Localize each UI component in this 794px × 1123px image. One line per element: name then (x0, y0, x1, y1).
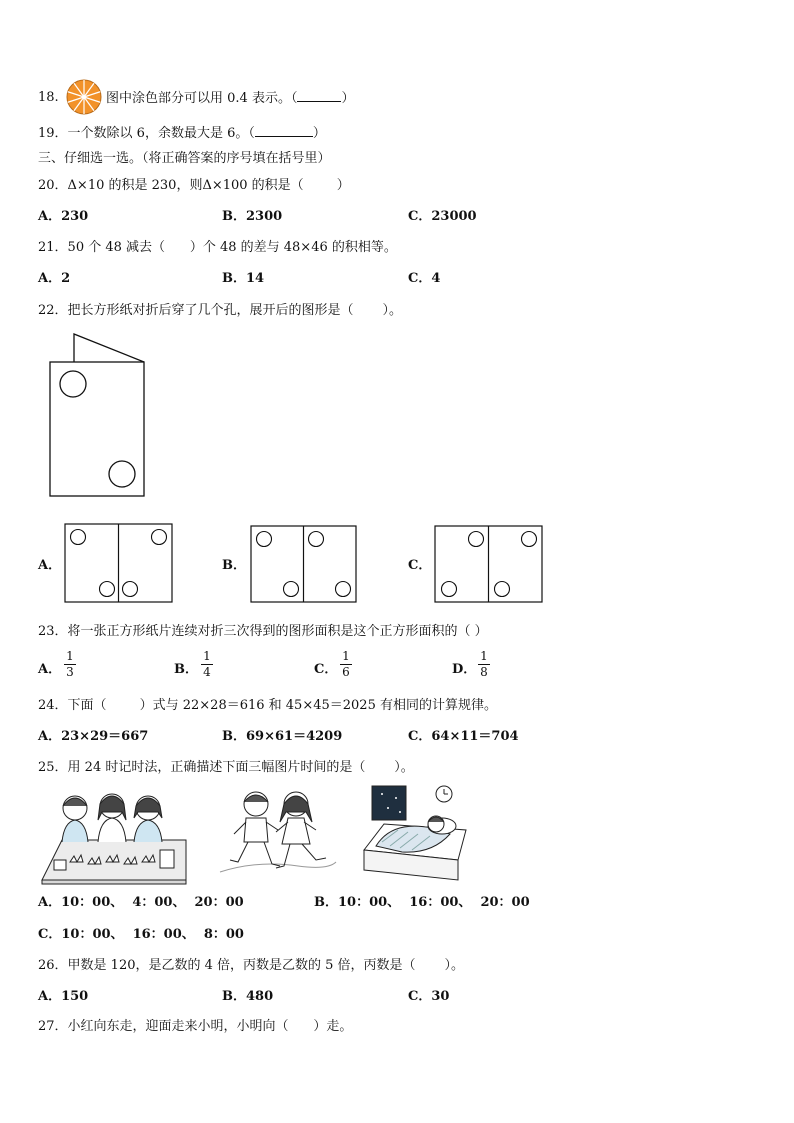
q20-option-c[interactable]: C．23000 (408, 209, 477, 224)
q26-option-b[interactable]: B．480 (222, 989, 274, 1004)
q25-option-a[interactable]: A．10：00、 4：00、 20：00 (38, 895, 244, 910)
q25-question: 25．用 24 时记时法，正确描述下面三幅图片时间的是（ ）。 (38, 760, 414, 775)
q25-option-c[interactable]: C．10：00、 16：00、 8：00 (38, 927, 244, 942)
q23-option-b-fraction[interactable]: 1 4 (199, 650, 215, 679)
q23-option-c[interactable]: C． (314, 662, 338, 677)
q22-option-c-label[interactable]: C． (408, 558, 432, 573)
q22-option-b-figure[interactable] (250, 525, 358, 605)
q23-option-c-fraction[interactable]: 1 6 (338, 650, 354, 679)
q22-question: 22．把长方形纸对折后穿了几个孔，展开后的图形是（ ）。 (38, 303, 402, 318)
q18-number: 18. (38, 90, 59, 105)
answer-blank-19[interactable] (255, 124, 313, 137)
q21-option-c[interactable]: C．4 (408, 271, 441, 286)
q18-question: 图中涂色部分可以用 0.4 表示。（ ） (106, 91, 355, 106)
q24-option-b[interactable]: B．69×61＝4209 (222, 729, 343, 744)
q23-option-d-fraction[interactable]: 1 8 (476, 650, 492, 679)
q27-question: 27．小红向东走，迎面走来小明，小明向（ ）走。 (38, 1019, 353, 1034)
q26-option-c[interactable]: C．30 (408, 989, 450, 1004)
q23-option-b[interactable]: B． (174, 662, 198, 677)
pie-fraction-figure (66, 79, 102, 115)
picture-child-sleeping (362, 784, 468, 888)
q20-option-a[interactable]: A．230 (38, 209, 89, 224)
q23-option-a[interactable]: A． (38, 662, 62, 677)
folded-paper-figure (46, 330, 152, 500)
answer-blank-18[interactable] (297, 89, 341, 102)
picture-children-running (218, 786, 338, 886)
q23-option-d[interactable]: D． (452, 662, 477, 677)
q21-question: 21．50 个 48 减去（ ）个 48 的差与 48×46 的积相等。 (38, 240, 397, 255)
q20-option-b[interactable]: B．2300 (222, 209, 283, 224)
q24-option-a[interactable]: A．23×29＝667 (38, 729, 149, 744)
q26-question: 26．甲数是 120，是乙数的 4 倍，丙数是乙数的 5 倍，丙数是（ ）。 (38, 958, 464, 973)
q22-option-c-figure[interactable] (434, 525, 544, 605)
q23-option-a-fraction[interactable]: 1 3 (62, 650, 78, 679)
q21-option-b[interactable]: B．14 (222, 271, 265, 286)
section-3-heading: 三、仔细选一选。（将正确答案的序号填在括号里） (38, 151, 331, 166)
q19-question: 19．一个数除以 6，余数最大是 6。（ ） (38, 126, 326, 141)
q24-option-c[interactable]: C．64×11＝704 (408, 729, 519, 744)
q23-question: 23．将一张正方形纸片连续对折三次得到的图形面积是这个正方形面积的（ ） (38, 624, 488, 639)
q25-option-b[interactable]: B．10：00、 16：00、 20：00 (314, 895, 530, 910)
q22-option-a-figure[interactable] (64, 523, 174, 605)
q26-option-a[interactable]: A．150 (38, 989, 89, 1004)
q22-option-a-label[interactable]: A． (38, 558, 62, 573)
q21-option-a[interactable]: A．2 (38, 271, 71, 286)
q22-option-b-label[interactable]: B． (222, 558, 246, 573)
q20-question: 20．Δ×10 的积是 230，则Δ×100 的积是（ ） (38, 178, 350, 193)
q24-question: 24．下面（ ）式与 22×28＝616 和 45×45＝2025 有相同的计算规律。 (38, 698, 497, 713)
picture-children-folding-cranes (40, 786, 190, 886)
